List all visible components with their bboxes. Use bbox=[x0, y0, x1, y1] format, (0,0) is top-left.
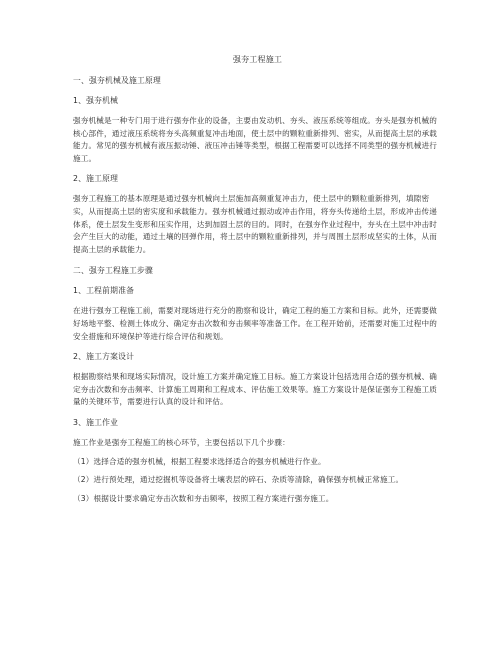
subsection-heading-2-1: 1、工程前期准备 bbox=[73, 286, 135, 296]
list-item: （2）进行预处理，通过挖掘机等设备将土壤表层的碎石、杂质等清除，确保强夯机械正常施工。 bbox=[73, 475, 404, 485]
subsection-heading-1-2: 2、施工原理 bbox=[73, 174, 119, 184]
subsection-heading-1-1: 1、强夯机械 bbox=[73, 96, 119, 105]
paragraph-tamping-machinery: 强夯机械是一种专门用于进行强夯作业的设备，主要由发动机、夯头、液压系统等组成。夯头是强夯机械的核心部件，通过液压系统将夯头高频重复冲击地面，使土层中的颗粒重新排列、密实，从而提高土层的承载能力。常见的强夯机械有液压振动锤、液压冲击锤等类型，根据工程需要可以选择不同类型的强夯机械进行施工。 bbox=[73, 116, 437, 163]
list-item: （3）根据设计要求确定夯击次数和夯击频率，按照工程方案进行强夯施工。 bbox=[73, 493, 334, 503]
paragraph-operation-intro: 施工作业是强夯工程施工的核心环节，主要包括以下几个步骤： bbox=[73, 437, 290, 447]
paragraph-plan-design: 根据勘察结果和现场实际情况，设计施工方案并确定施工目标。施工方案设计包括选用合适的强夯机械、确定夯击次数和夯击频率、计算施工周期和工程成本、评估施工效果等。施工方案设计是保证强夯工程施工质量的关键环节，需要进行认真的设计和评估。 bbox=[73, 372, 437, 407]
section-heading-2: 二、强夯工程施工步骤 bbox=[73, 266, 153, 276]
section-heading-1: 一、强夯机械及施工原理 bbox=[73, 76, 161, 85]
subsection-heading-2-2: 2、施工方案设计 bbox=[73, 352, 135, 362]
subsection-heading-2-3: 3、施工作业 bbox=[73, 417, 119, 427]
paragraph-preparation: 在进行强夯工程施工前，需要对现场进行充分的勘察和设计，确定工程的施工方案和目标。此外，还需要做好场地平整、检测土体成分、确定夯击次数和夯击频率等准备工作。在工程开始前，还需要对施工过程中的安全措施和环境保护等进行综合评估和规划。 bbox=[73, 306, 437, 341]
list-item: （1）选择合适的强夯机械，根据工程要求选择适合的强夯机械进行作业。 bbox=[73, 456, 326, 466]
paragraph-construction-principle: 强夯工程施工的基本原理是通过强夯机械向土层施加高频重复冲击力，使土层中的颗粒重新排列，填隙密实，从而提高土层的密实度和承载能力。强夯机械通过振动或冲击作用，将夯头传递给土层，形成冲击传递体系，使土层发生变形和压实作用，达到加固土层的目的。同时，在强夯作业过程中，夯头在土层中冲击时会产生巨大的动能，通过土壤的回弹作用，将土层中的颗粒重新排列，并与周围土层形成坚实的土体，从而提高土层的承载能力。 bbox=[73, 194, 437, 254]
document-title: 强夯工程施工 bbox=[232, 55, 283, 64]
